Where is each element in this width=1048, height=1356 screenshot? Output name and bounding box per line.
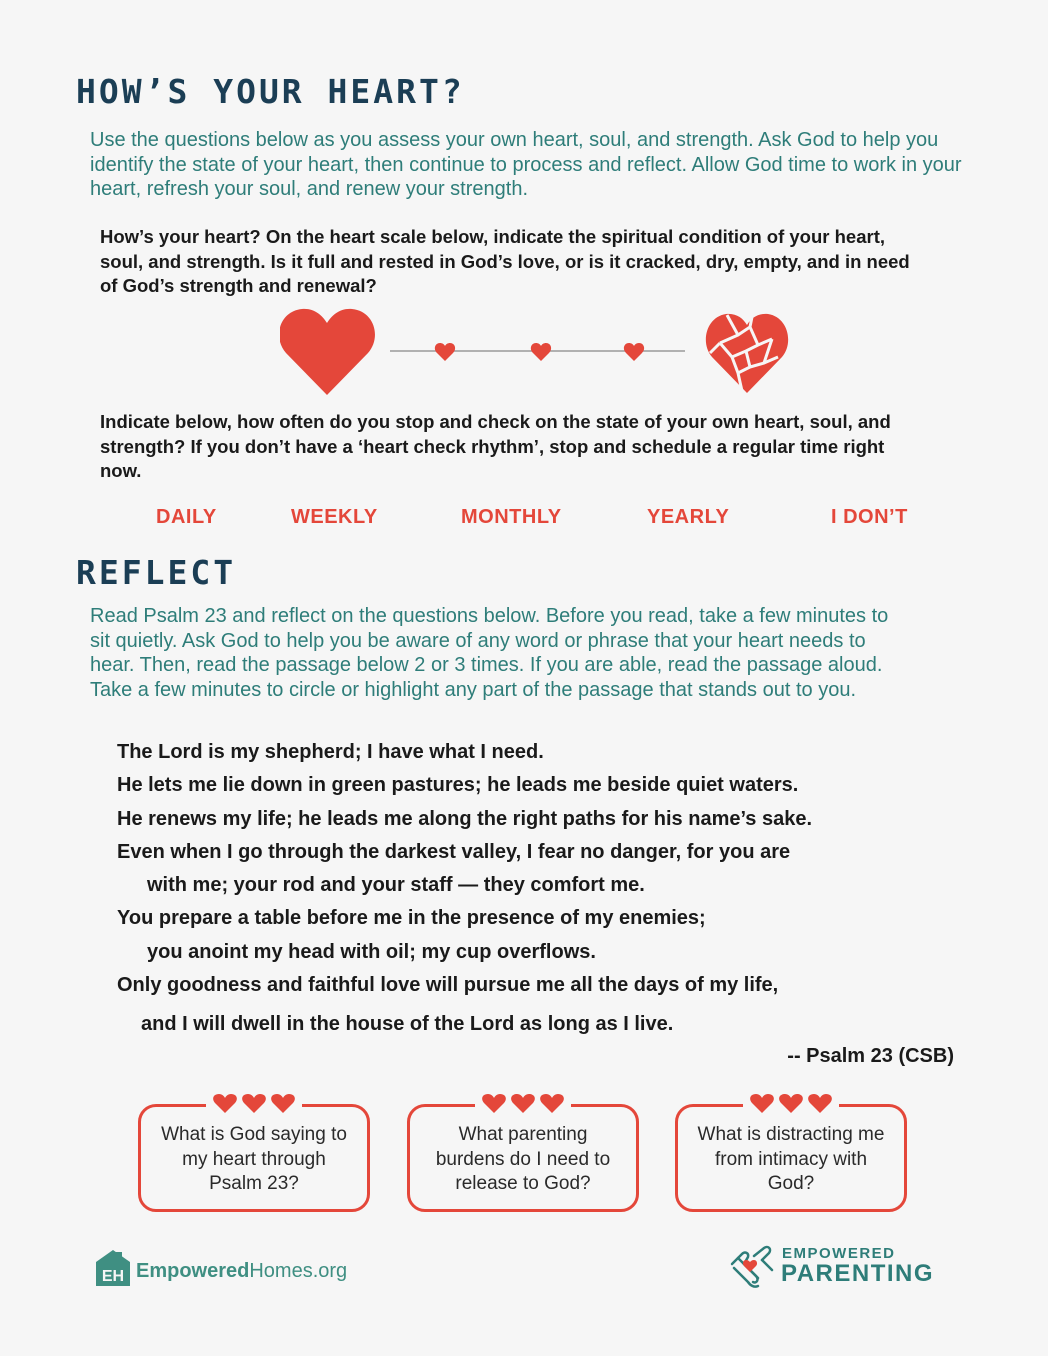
frequency-option-yearly[interactable]: YEARLY bbox=[647, 506, 730, 528]
psalm-line: He renews my life; he leads me along the right paths for his name’s sake. bbox=[117, 807, 813, 830]
psalm-line: You prepare a table before me in the presence of my enemies; bbox=[117, 907, 706, 930]
question-box bbox=[675, 1104, 907, 1212]
broken-heart-icon bbox=[706, 314, 788, 393]
brand-bottom-text: PARENTING bbox=[781, 1260, 935, 1287]
three-hearts-icon bbox=[212, 1094, 296, 1114]
question-text: What is God saying to my heart through Psalm 23? bbox=[161, 1124, 347, 1195]
full-heart-icon bbox=[280, 309, 375, 395]
small-heart-icon bbox=[435, 343, 455, 361]
psalm-citation: -- Psalm 23 (CSB) bbox=[787, 1045, 954, 1067]
psalm-line: The Lord is my shepherd; I have what I need. bbox=[117, 741, 544, 763]
frequency-option-monthly[interactable]: MONTHLY bbox=[461, 506, 562, 528]
psalm-line: you anoint my head with oil; my cup overflows. bbox=[147, 940, 596, 963]
question-box bbox=[407, 1104, 639, 1212]
heart-intro-text: Use the questions below as you assess your own heart, soul, and strength. Ask God to help you identify the state of your heart, then continue to process and reflect. Allow God time to work in your heart, refresh your soul, and renew your strength. bbox=[90, 129, 962, 200]
site-name-bold: Empowered bbox=[136, 1260, 250, 1282]
home-logo-icon bbox=[92, 1248, 134, 1288]
hearts-decoration bbox=[475, 1094, 571, 1116]
psalm-line: Even when I go through the darkest valley, I fear no danger, for you are bbox=[117, 840, 791, 863]
frequency-options bbox=[0, 506, 1048, 536]
three-hearts-icon bbox=[749, 1094, 833, 1114]
site-name-light: Homes.org bbox=[249, 1260, 348, 1282]
psalm-line: and I will dwell in the house of the Lord as long as I live. bbox=[141, 1013, 674, 1036]
question-text: What is distracting me from intimacy with God? bbox=[697, 1124, 885, 1195]
reflect-intro-text: Read Psalm 23 and reflect on the questions below. Before you read, take a few minutes to sit quietly. Ask God to help you be aware of any word or phrase that your heart needs to hear. Then, read the passage below 2 or 3 times. If you are able, read the passage aloud. Take a few minutes to circle or highlight any part of the passage that stands out to you. bbox=[90, 605, 889, 701]
three-hearts-icon bbox=[481, 1094, 565, 1114]
psalm-line: with me; your rod and your staff — they comfort me. bbox=[147, 874, 645, 897]
frequency-option-weekly[interactable]: WEEKLY bbox=[291, 506, 378, 528]
frequency-option-daily[interactable]: DAILY bbox=[156, 506, 217, 528]
small-heart-icon bbox=[531, 343, 551, 361]
psalm-line: He lets me lie down in green pastures; he leads me beside quiet waters. bbox=[117, 774, 799, 797]
hearts-decoration bbox=[206, 1094, 302, 1116]
psalm-line: Only goodness and faithful love will pursue me all the days of my life, bbox=[117, 974, 779, 997]
question-box bbox=[138, 1104, 370, 1212]
psalm-passage bbox=[117, 738, 977, 1044]
svg-text:EH: EH bbox=[101, 1268, 125, 1285]
hearts-decoration bbox=[743, 1094, 839, 1116]
question-text: What parenting burdens do I need to release to God? bbox=[435, 1124, 611, 1195]
frequency-option-i-dont[interactable]: I DON’T bbox=[831, 506, 908, 528]
heart-scale[interactable] bbox=[280, 305, 800, 400]
heart-scale-prompt: How’s your heart? On the heart scale below, indicate the spiritual condition of your heart, soul, and strength. Is it full and rested in God’s love, or is it cracked, dry, empty, and in need of God’s strength and renewal? bbox=[100, 226, 910, 296]
hands-heart-icon bbox=[728, 1244, 778, 1294]
section-title-reflect: REFLECT bbox=[76, 553, 237, 592]
frequency-prompt: Indicate below, how often do you stop and check on the state of your own heart, soul, and strength? If you don’t have a ‘heart check rhythm’, stop and schedule a regular time right now. bbox=[100, 411, 891, 481]
brand-top-text: EMPOWERED bbox=[782, 1245, 896, 1262]
section-title-heart: HOW’S YOUR HEART? bbox=[76, 72, 465, 111]
small-heart-icon bbox=[624, 343, 644, 361]
